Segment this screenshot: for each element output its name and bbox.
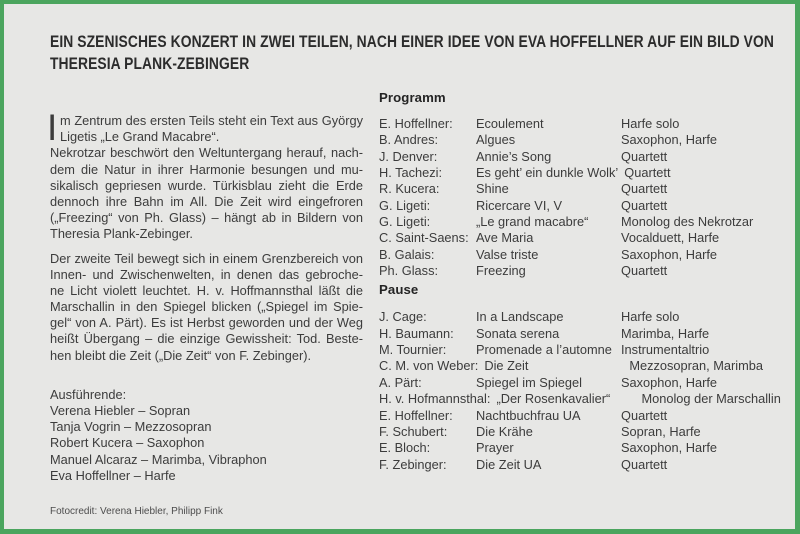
composer-cell: G. Ligeti:	[379, 197, 431, 213]
performers-heading: Ausführende:	[50, 386, 127, 402]
work-cell: Die Zeit	[484, 358, 529, 374]
ensemble-cell: Quartett	[621, 456, 668, 472]
intro-opening	[47, 107, 363, 148]
work-cell: Promenade a l’automne	[476, 342, 612, 358]
programm-table	[379, 116, 769, 279]
page-title-line1: EIN SZENISCHES KONZERT IN ZWEI TEILEN, NACH EINER IDEE VON EVA HOFFELLNER AUF EIN BILD VON	[50, 33, 774, 51]
ensemble-cell: Harfe solo	[621, 309, 680, 325]
photo-credit: Fotocredit: Verena Hiebler, Philipp Fink	[50, 506, 223, 517]
composer-cell: Ph. Glass:	[379, 263, 439, 279]
ensemble-cell: Monolog des Nekrotzar	[621, 214, 754, 230]
page-title	[50, 32, 789, 75]
composer-cell: E. Hoffellner:	[379, 407, 453, 423]
ensemble-cell: Quartett	[621, 263, 668, 279]
composer-cell: R. Kucera:	[379, 181, 440, 197]
performer-item: Manuel Alcaraz – Marimba, Vibraphon	[50, 451, 267, 467]
composer-cell: G. Ligeti:	[379, 214, 431, 230]
programm-heading: Programm	[379, 90, 446, 105]
performers-section	[50, 387, 363, 484]
composer-cell: H. Tachezi:	[379, 165, 443, 181]
text-line: dennoch ihre Bahn im All. Die Zeit wird eingefroren	[50, 193, 363, 209]
program-row	[379, 263, 769, 279]
work-cell: Ricercare VI, V	[476, 197, 563, 213]
ensemble-cell: Sopran, Harfe	[621, 423, 701, 439]
program-row	[379, 116, 769, 132]
program-row	[379, 309, 769, 325]
text-line: Marschallin in den Spiegel blicken („Spiegel im Spie-	[50, 299, 363, 315]
text-line: Nekrotzar beschwört den Weltuntergang herauf, nach-	[50, 145, 363, 161]
work-cell: In a Landscape	[476, 309, 564, 325]
program-row	[379, 181, 769, 197]
text-line: m Zentrum des ersten Teils steht ein Text aus György	[60, 113, 363, 128]
ensemble-cell: Vocalduett, Harfe	[621, 230, 720, 246]
work-cell: Shine	[476, 181, 509, 197]
program-column	[379, 90, 781, 475]
intro-paragraph-2	[50, 251, 363, 364]
program-row	[379, 247, 769, 263]
program-row	[379, 358, 769, 374]
work-cell: Die Zeit UA	[476, 456, 542, 472]
work-cell: Sonata serena	[476, 325, 560, 341]
intro-column	[47, 107, 363, 484]
text-line: ne Licht violett leuchtet. H. v. Hoffmannsthal läßt die	[50, 282, 363, 298]
ensemble-cell: Saxophon, Harfe	[621, 440, 718, 456]
composer-cell: F. Zebinger:	[379, 456, 447, 472]
ensemble-cell: Monolog der Marschallin	[641, 391, 781, 407]
program-row	[379, 440, 769, 456]
composer-cell: A. Pärt:	[379, 374, 422, 390]
ensemble-cell: Harfe solo	[621, 116, 680, 131]
composer-cell: E. Bloch:	[379, 440, 431, 456]
ensemble-cell: Quartett	[621, 148, 668, 164]
composer-cell: C. Saint-Saens:	[379, 230, 469, 246]
performers-list	[50, 403, 363, 484]
program-row	[379, 165, 769, 181]
performer-item: Robert Kucera – Saxophon	[50, 435, 205, 451]
text-line: Innen- und Zwischenwelten, in denen das gebroche-	[50, 266, 363, 282]
program-row	[379, 230, 769, 246]
composer-cell: J. Cage:	[379, 309, 427, 325]
work-cell: Valse triste	[476, 246, 539, 262]
ensemble-cell: Saxophon, Harfe	[621, 132, 718, 148]
text-line: Der zweite Teil bewegt sich in einem Grenzbereich von	[50, 250, 363, 266]
page-title-line2: THERESIA PLANK-ZEBINGER	[50, 54, 250, 73]
intro-paragraph-1	[50, 145, 363, 242]
composer-cell: F. Schubert:	[379, 423, 448, 439]
program-row	[379, 457, 769, 473]
work-cell: Algues	[476, 132, 516, 148]
program-row	[379, 408, 769, 424]
dropcap-letter: I	[47, 107, 58, 148]
performer-item: Verena Hiebler – Sopran	[50, 403, 191, 418]
text-line: Ligetis „Le Grand Macabre“.	[60, 129, 220, 145]
program-row	[379, 375, 769, 391]
program-row	[379, 326, 769, 342]
work-cell: Spiegel im Spiegel	[476, 374, 582, 390]
work-cell: Nachtbuchfrau UA	[476, 407, 581, 423]
ensemble-cell: Saxophon, Harfe	[621, 374, 718, 390]
ensemble-cell: Saxophon, Harfe	[621, 246, 718, 262]
ensemble-cell: Instrumentaltrio	[621, 342, 710, 358]
work-cell: Prayer	[476, 440, 514, 456]
program-row	[379, 132, 769, 148]
work-cell: Ecoulement	[476, 116, 544, 131]
pause-heading: Pause	[379, 282, 419, 298]
pause-table	[379, 309, 781, 472]
text-line: dem die Natur in ihrer Harmonie besungen und mu-	[50, 161, 363, 177]
composer-cell: B. Andres:	[379, 132, 439, 148]
composer-cell: H. Baumann:	[379, 325, 454, 341]
work-cell: „Der Rosenkavalier“	[496, 391, 611, 407]
work-cell: Es geht’ ein dunkle Wolk’	[476, 165, 619, 181]
text-line: hen bleibt die Zeit („Die Zeit“ von F. Zebinger).	[50, 347, 312, 363]
program-row	[379, 391, 781, 407]
composer-cell: H. v. Hofmannsthal:	[379, 391, 491, 407]
composer-cell: B. Galais:	[379, 246, 435, 262]
text-line: sikalisch gepriesen wurde. Türkisblau zieht die Erde	[50, 177, 363, 193]
ensemble-cell: Quartett	[621, 407, 668, 423]
program-row	[379, 342, 769, 358]
work-cell: Freezing	[476, 263, 526, 279]
composer-cell: C. M. von Weber:	[379, 358, 479, 374]
text-line: Theresia Plank-Zebinger.	[50, 226, 193, 242]
ensemble-cell: Mezzosopran, Marimba	[629, 358, 764, 374]
ensemble-cell: Marimba, Harfe	[621, 325, 710, 341]
program-row	[379, 214, 769, 230]
text-line: heißt Übergang – die einzige Gewissheit: Tod. Beste-	[50, 331, 363, 347]
ensemble-cell: Quartett	[624, 165, 671, 181]
work-cell: Annie’s Song	[476, 148, 552, 164]
work-cell: Ave Maria	[476, 230, 534, 246]
work-cell: „Le grand macabre“	[476, 214, 589, 230]
composer-cell: J. Denver:	[379, 148, 438, 164]
composer-cell: E. Hoffellner:	[379, 116, 453, 131]
text-line: gel“ von A. Pärt). Es ist Herbst geworden und der Weg	[50, 315, 363, 331]
program-row	[379, 424, 769, 440]
work-cell: Die Krähe	[476, 423, 533, 439]
performer-item: Eva Hoffellner – Harfe	[50, 467, 176, 483]
performer-item: Tanja Vogrin – Mezzosopran	[50, 419, 212, 435]
program-row	[379, 149, 769, 165]
ensemble-cell: Quartett	[621, 197, 668, 213]
composer-cell: M. Tournier:	[379, 342, 447, 358]
ensemble-cell: Quartett	[621, 181, 668, 197]
program-row	[379, 198, 769, 214]
text-line: („Freezing“ von Ph. Glass) – hängt ab in Bildern von	[50, 210, 363, 226]
intro-opening-lines	[60, 113, 363, 145]
